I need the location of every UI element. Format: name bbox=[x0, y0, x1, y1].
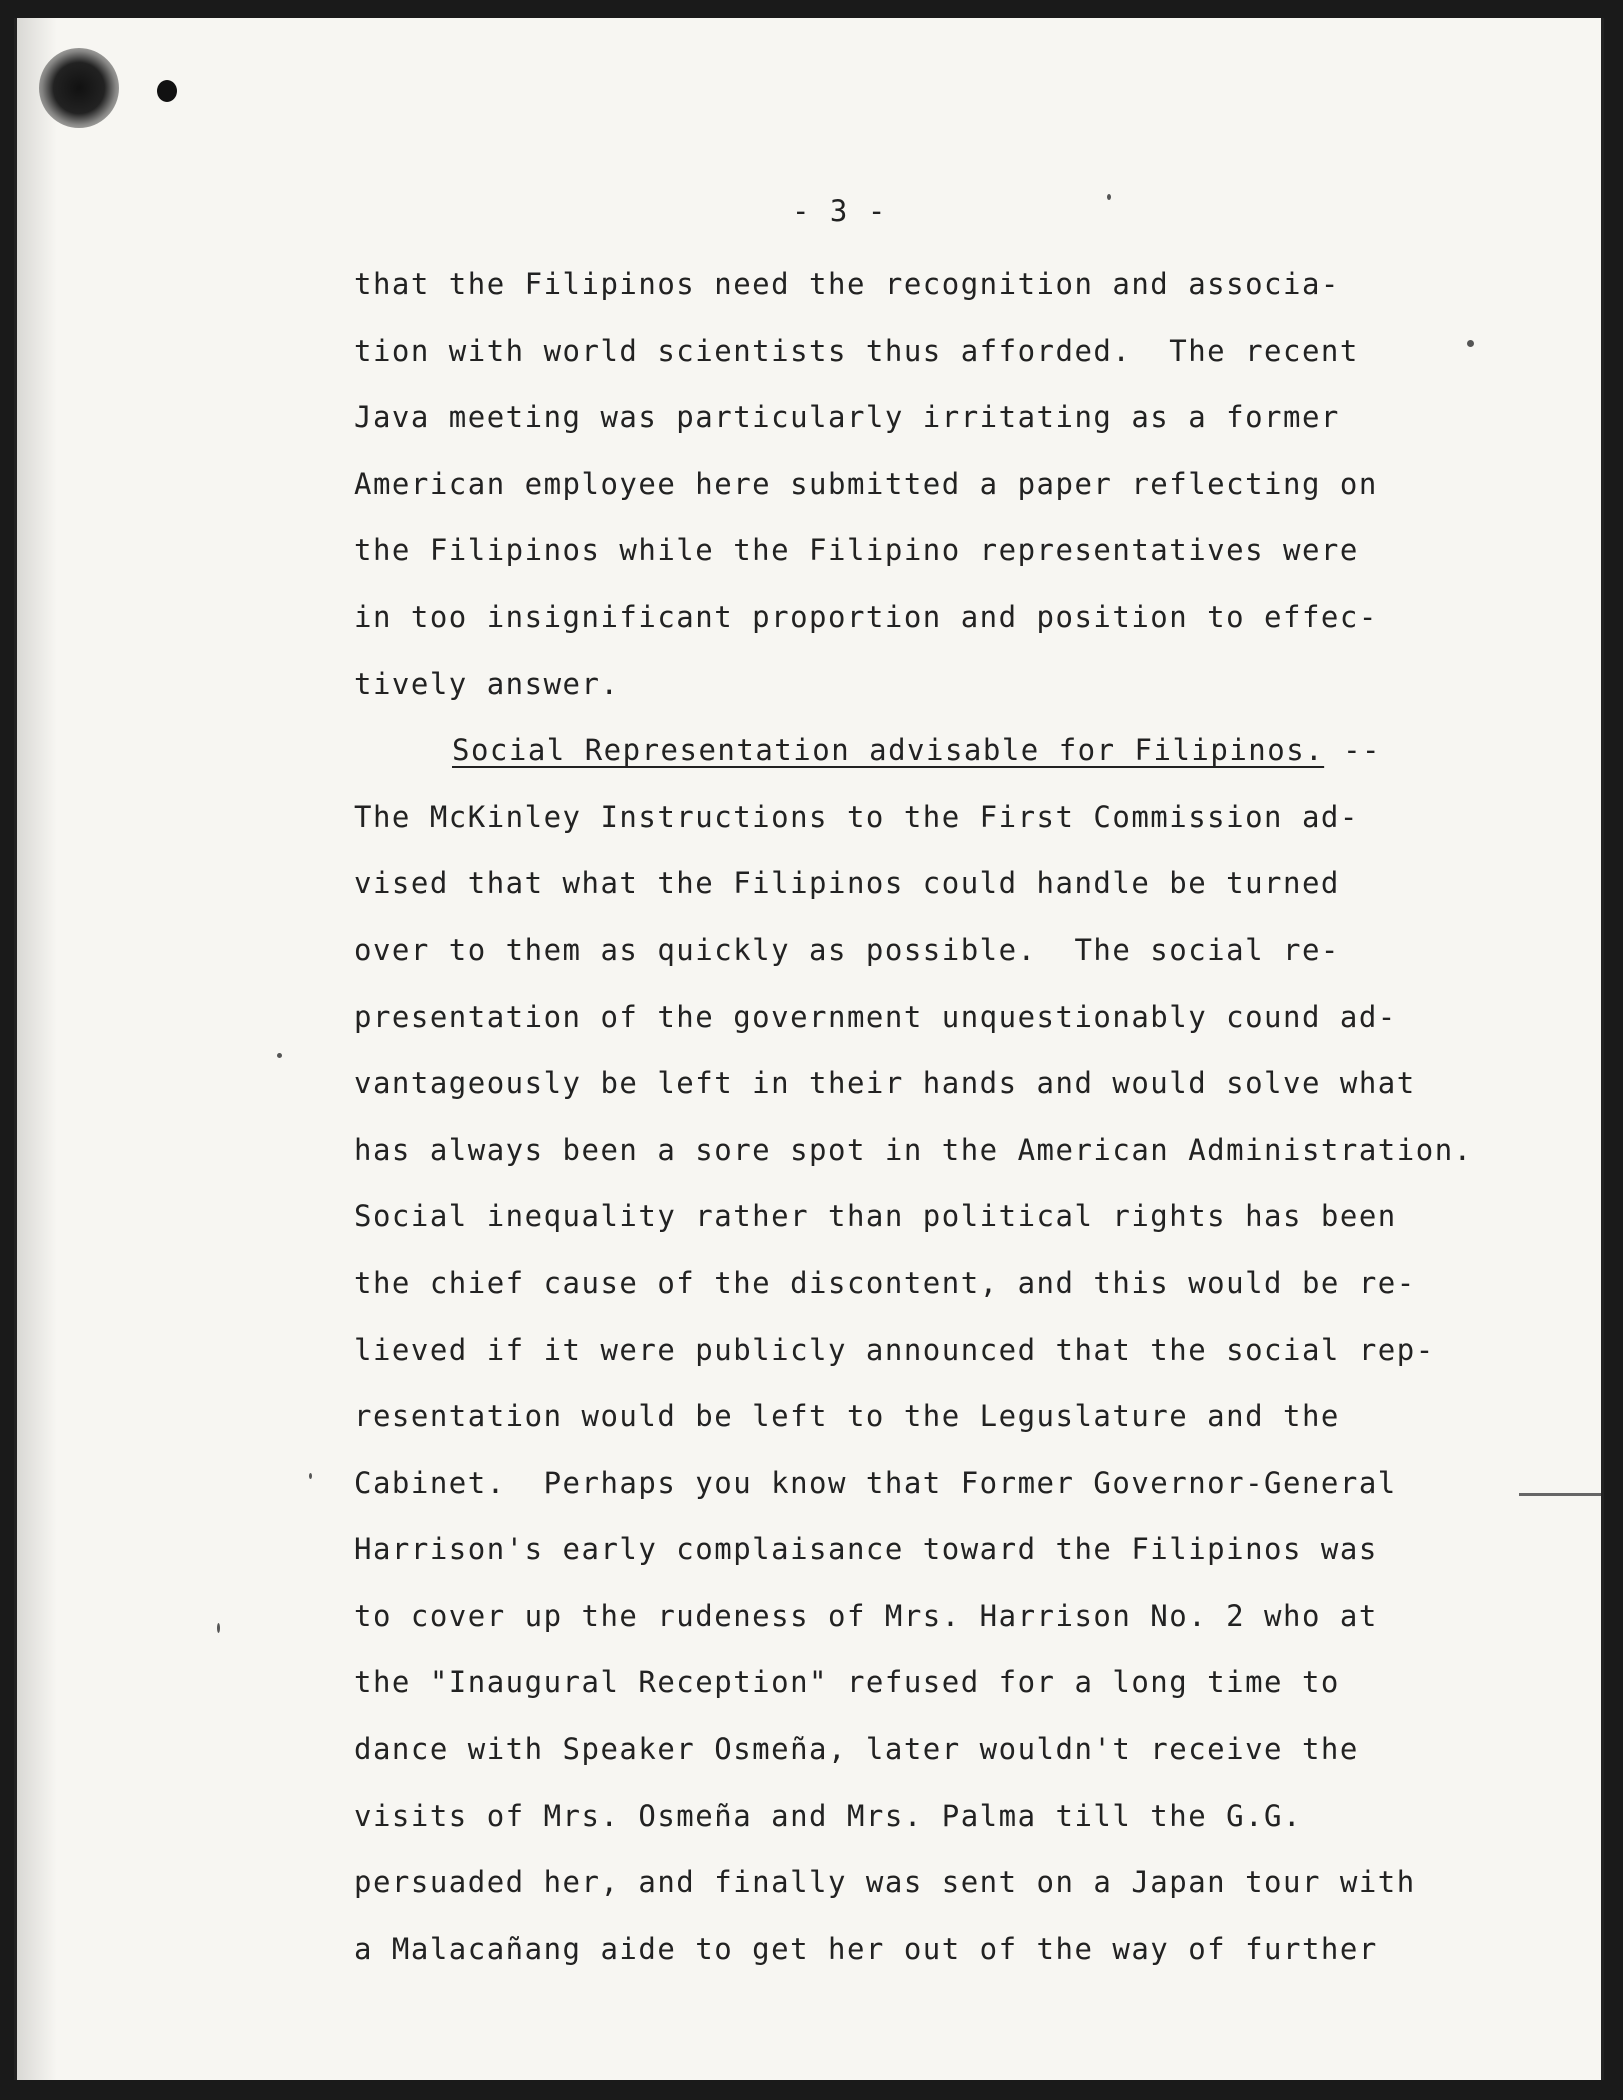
page-number: - 3 - bbox=[792, 194, 887, 228]
document-page bbox=[14, 18, 1604, 2080]
text-line bbox=[354, 1531, 1473, 1598]
text-line bbox=[354, 932, 1473, 999]
edge-mark bbox=[1519, 1493, 1601, 1496]
line-text: the Filipinos while the Filipino representatives were bbox=[354, 533, 1359, 568]
line-text: that the Filipinos need the recognition and associa- bbox=[354, 267, 1340, 301]
line-text: Cabinet. Perhaps you know that Former Governor-General bbox=[354, 1465, 1397, 1500]
section-heading: Social Representation advisable for Filipinos. bbox=[452, 733, 1325, 768]
line-text: visits of Mrs. Osmeña and Mrs. Palma till the G.G. bbox=[354, 1798, 1302, 1833]
text-line bbox=[354, 1065, 1473, 1132]
line-text: American employee here submitted a paper reflecting on bbox=[354, 466, 1378, 501]
line-text: presentation of the government unquestionably cound ad- bbox=[354, 999, 1397, 1034]
line-text: Harrison's early complaisance toward the Filipinos was bbox=[354, 1532, 1378, 1567]
scan-shadow bbox=[17, 18, 57, 2080]
text-line bbox=[354, 1931, 1473, 1998]
text-line bbox=[354, 1198, 1473, 1265]
line-text: persuaded her, and finally was sent on a Japan tour with bbox=[354, 1865, 1416, 1900]
text-line bbox=[354, 1664, 1473, 1731]
body-text bbox=[354, 266, 1473, 1997]
ink-blot bbox=[39, 48, 119, 128]
text-line bbox=[354, 1398, 1473, 1465]
line-text: tively answer. bbox=[354, 666, 620, 701]
speck bbox=[217, 1623, 220, 1633]
line-text: to cover up the rudeness of Mrs. Harrison No. 2 who at bbox=[354, 1598, 1378, 1633]
speck bbox=[277, 1053, 282, 1058]
line-text: resentation would be left to the Leguslature and the bbox=[354, 1399, 1340, 1434]
text-line bbox=[354, 466, 1473, 533]
speck bbox=[1107, 194, 1111, 200]
text-line bbox=[354, 1265, 1473, 1332]
text-line bbox=[354, 333, 1473, 400]
line-text: lieved if it were publicly announced that the social rep- bbox=[354, 1332, 1435, 1367]
line-text: over to them as quickly as possible. The social re- bbox=[354, 932, 1340, 967]
line-text: has always been a sore spot in the American Administration. bbox=[354, 1132, 1473, 1167]
text-line bbox=[354, 532, 1473, 599]
text-line bbox=[354, 1332, 1473, 1399]
line-text: a Malacañang aide to get her out of the way of further bbox=[354, 1931, 1378, 1966]
text-line bbox=[354, 599, 1473, 666]
text-line bbox=[354, 865, 1473, 932]
text-line bbox=[354, 1731, 1473, 1798]
ink-spot bbox=[157, 80, 177, 102]
line-text: tion with world scientists thus afforded. The recent bbox=[354, 333, 1359, 368]
section-heading-line bbox=[354, 732, 1473, 799]
line-text: Java meeting was particularly irritating as a former bbox=[354, 400, 1340, 435]
text-line bbox=[354, 1598, 1473, 1665]
line-text: the "Inaugural Reception" refused for a long time to bbox=[354, 1665, 1340, 1700]
speck bbox=[309, 1473, 312, 1479]
text-line bbox=[354, 266, 1473, 333]
line-text: The McKinley Instructions to the First Commission ad- bbox=[354, 799, 1359, 834]
line-text: -- bbox=[1324, 733, 1382, 768]
line-text: vised that what the Filipinos could handle be turned bbox=[354, 866, 1340, 901]
text-line bbox=[354, 666, 1473, 733]
text-line bbox=[354, 999, 1473, 1066]
line-text: Social inequality rather than political rights has been bbox=[354, 1199, 1397, 1234]
text-line bbox=[354, 1465, 1473, 1532]
line-text: vantageously be left in their hands and would solve what bbox=[354, 1066, 1416, 1101]
text-line bbox=[354, 399, 1473, 466]
line-text: dance with Speaker Osmeña, later wouldn't receive the bbox=[354, 1732, 1359, 1767]
text-line bbox=[354, 1864, 1473, 1931]
line-text: in too insignificant proportion and position to effec- bbox=[354, 599, 1378, 634]
text-line bbox=[354, 1132, 1473, 1199]
text-line bbox=[354, 799, 1473, 866]
text-line bbox=[354, 1798, 1473, 1865]
line-text: the chief cause of the discontent, and this would be re- bbox=[354, 1265, 1416, 1300]
